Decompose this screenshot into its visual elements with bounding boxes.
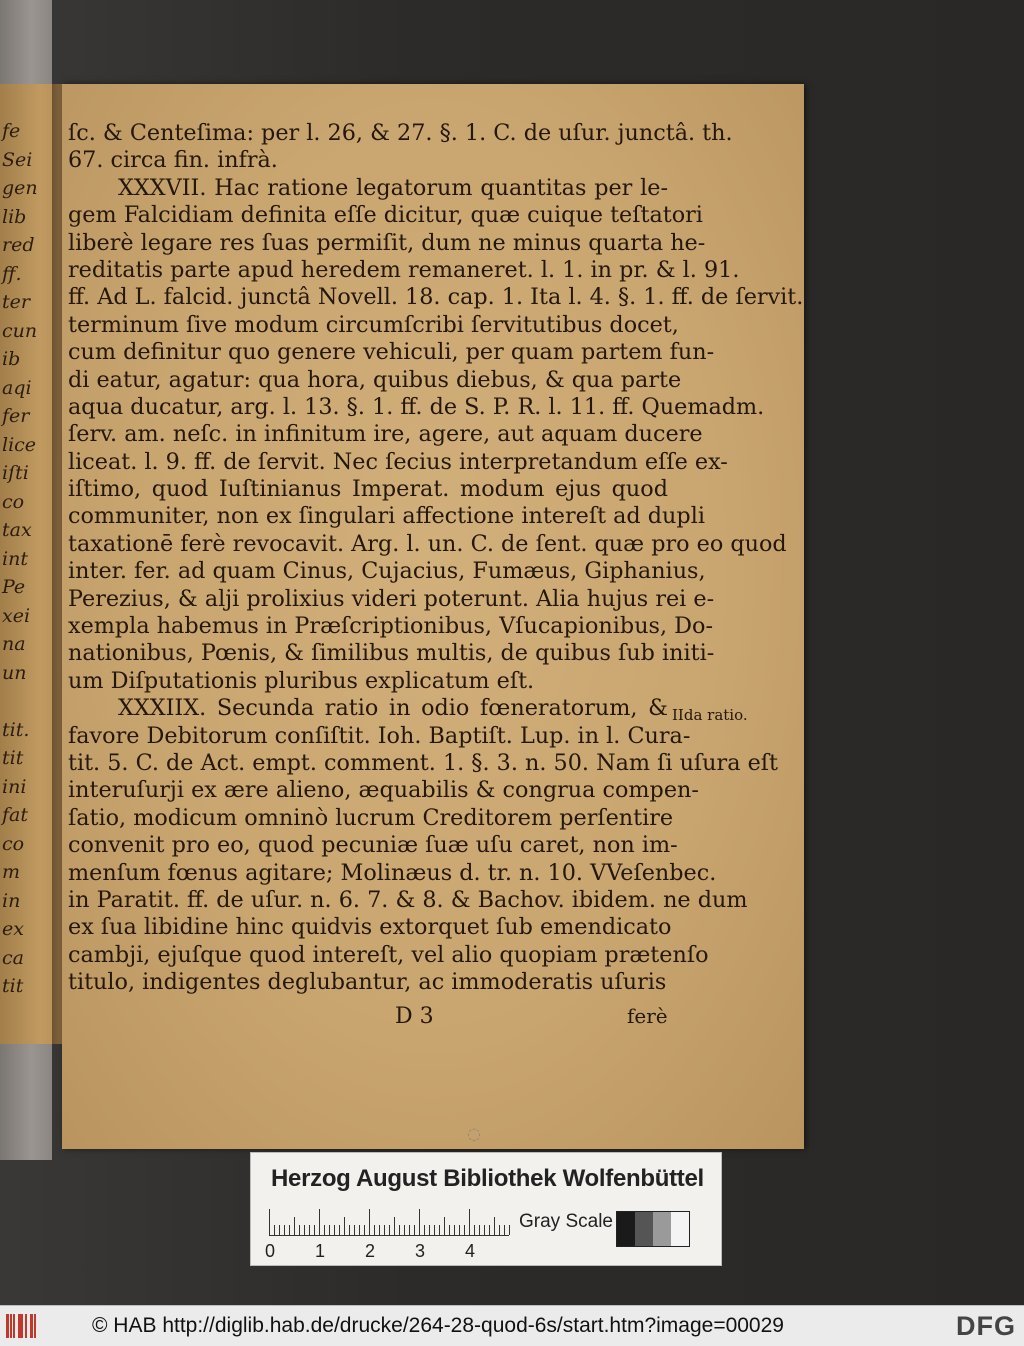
ruler-tick [339,1225,340,1235]
previous-page-fragment: tit. [2,718,30,741]
ruler-tick [274,1225,275,1235]
text-line: ſerv. am. neſc. in infinitum ire, agere, aut aquam ducere [68,421,703,448]
text-line: ex ſua libidine hinc quidvis extorquet ſub emendicato [68,914,672,941]
text-line: taxationē ferè revocavit. Arg. l. un. C. de ſent. quæ pro eo quod [68,530,787,557]
previous-page-fragment: tit [2,747,24,769]
barcode-stripe [25,1314,27,1338]
barcode-stripe [13,1314,15,1338]
previous-page-fragment: gen [2,177,38,199]
ruler-tick [324,1225,325,1235]
text-line: menſum fœnus agitare; Molinæus d. tr. n. 10. VVeſenbec. [68,859,717,886]
text-line: communiter, non ex ſingulari affectione intereſt ad dupli [68,503,705,530]
ruler-tick [404,1225,405,1235]
gray-scale-label: Gray Scale [519,1211,613,1232]
text-line: inter. fer. ad quam Cinus, Cujacius, Fumæus, Giphanius, [68,558,706,585]
previous-page-fragment: un [2,661,27,684]
ruler-tick [439,1225,440,1235]
ruler-tick [499,1225,500,1235]
ruler-number: 1 [315,1241,326,1261]
barcode-stripe [6,1314,9,1338]
gray-swatch [671,1212,689,1246]
ruler-tick [279,1225,280,1235]
previous-page-fragment: ff. [2,262,22,285]
ruler-tick [294,1217,295,1235]
ruler-tick [309,1225,310,1235]
gray-swatch [653,1212,671,1246]
previous-page-fragment: ter [2,291,30,313]
ruler-tick [454,1225,455,1235]
text-line: terminum ſive modum circumſcribi ſervitutibus docet, [68,311,679,338]
ruler-tick [374,1225,375,1235]
ruler-tick [394,1217,395,1235]
text-line: cambji, ejuſque quod intereſt, vel alio quopiam prætenſo [68,941,709,968]
gray-scale-swatches [616,1211,690,1247]
book-page [62,84,804,1149]
color-calibration-card [250,1152,722,1266]
previous-page-fragment: lice [2,433,37,456]
footer-bar [0,1305,1024,1346]
previous-page-fragment: red [2,234,35,256]
ruler-number: 0 [265,1241,276,1261]
cm-ruler [269,1209,509,1236]
previous-page-fragment: ib [2,348,21,370]
text-line: Perezius, & alji prolixius videri poterunt. Alia hujus rei e- [68,585,715,612]
ruler-tick [354,1225,355,1235]
ruler-tick [369,1209,370,1235]
ruler-tick [269,1209,270,1235]
ruler-tick [484,1225,485,1235]
text-line: XXXVII. Hac ratione legatorum quantitas per le- [118,174,668,201]
ruler-tick [459,1225,460,1235]
previous-page-fragment: Sei [2,148,33,171]
text-line: liberè legare res ſuas permiſit, dum ne minus quarta he- [68,229,706,256]
previous-page-fragment: lib [2,205,27,228]
ruler-tick [424,1225,425,1235]
previous-page-fragment: int [2,547,28,570]
previous-page-fragment: na [2,633,26,655]
ruler-tick [284,1225,285,1235]
ruler-tick [289,1225,290,1235]
text-line: ſatio, modicum omninò lucrum Creditorem perſentire [68,804,674,831]
previous-page-fragment: fat [2,804,28,826]
copyright-url[interactable]: © HAB http://diglib.hab.de/drucke/264-28-quod-6s/start.htm?image=00029 [92,1314,784,1337]
barcode-stripe [34,1314,36,1338]
text-line: aqua ducatur, arg. l. 13. §. 1. ff. de S. P. R. l. 11. ff. Quemadm. [68,393,765,420]
barcode-stripe [21,1314,23,1338]
ruler-tick [414,1225,415,1235]
ruler-tick [389,1225,390,1235]
ruler-number: 3 [415,1241,426,1261]
ruler-number: 4 [465,1241,476,1261]
ruler-tick [364,1225,365,1235]
text-line: liceat. l. 9. ff. de ſervit. Nec ſecius interpretandum eſſe ex- [68,448,728,475]
previous-page-fragment: co [2,832,25,855]
ruler-tick [449,1225,450,1235]
text-line: tit. 5. C. de Act. empt. comment. 1. §. 3. n. 50. Nam ſi uſura eſt [68,749,778,776]
text-line: di eatur, agatur: qua hora, quibus diebus, & qua parte [68,366,682,393]
previous-page-fragment: co [2,490,25,513]
previous-page-fragment: in [2,889,21,912]
previous-page-fragment: aqi [2,376,32,399]
ruler-tick [469,1209,470,1235]
ruler-tick [479,1225,480,1235]
ruler-tick [474,1225,475,1235]
previous-page-fragment: ca [2,946,24,969]
ruler-tick [504,1225,505,1235]
previous-page-fragment: ini [2,775,27,798]
previous-page-fragment: Pe [2,576,26,598]
gray-swatch [617,1212,635,1246]
ruler-tick [379,1225,380,1235]
text-line: gem Falcidiam definita eſſe dicitur, quæ cuique teſtatori [68,202,703,229]
barcode-stripe [10,1314,12,1338]
previous-page-fragment: tax [2,519,32,541]
signature-mark: D 3 [395,1004,434,1029]
text-line: interuſurji ex ære alieno, æquabilis & congrua compen- [68,777,699,804]
previous-page-fragment: fe [2,120,21,142]
ruler-tick [349,1225,350,1235]
previous-page-fragment: xei [2,604,31,627]
hab-barcode-icon [6,1314,38,1338]
text-line: ſc. & Centeſima: per l. 26, & 27. §. 1. C. de uſur. junctâ. th. [68,120,733,146]
text-line: xempla habemus in Præſcriptionibus, Vſucapionibus, Do- [68,613,714,640]
paper-hole-mark: ◌ [467,1124,481,1143]
ruler-tick [509,1225,510,1235]
text-line: favore Debitorum conſiſtit. Ioh. Baptiſt. Lup. in l. Cura- [68,722,691,749]
ruler-tick [329,1225,330,1235]
text-line: nationibus, Pœnis, & ſimilibus multis, de quibus ſub initi- [68,640,715,667]
previous-page-fragment: tit [2,975,24,997]
ruler-number: 2 [365,1241,376,1261]
text-line: titulo, indigentes deglubantur, ac immoderatis uſuris [68,969,667,996]
ruler-tick [494,1217,495,1235]
ruler-tick [299,1225,300,1235]
ruler-tick [384,1225,385,1235]
ruler-tick [444,1217,445,1235]
text-line: XXXIIX. Secunda ratio in odio fœneratorum, & [118,695,668,722]
margin-note: IIda ratio. [672,706,748,724]
text-line: cum definitur quo genere vehiculi, per quam partem fun- [68,339,715,366]
ruler-tick [319,1209,320,1235]
gray-swatch [635,1212,653,1246]
text-line: ff. Ad L. falcid. junctâ Novell. 18. cap. 1. Ita l. 4. §. 1. ff. de ſervit. [68,284,804,311]
ruler-numbers [265,1241,525,1261]
ruler-tick [314,1225,315,1235]
text-line: um Diſputationis pluribus explicatum eſt. [68,667,535,694]
ruler-tick [344,1217,345,1235]
previous-page-fragment: fer [2,405,30,427]
ruler-tick [399,1225,400,1235]
previous-page-fragment: ex [2,918,24,940]
previous-page-fragment: iſti [2,462,29,484]
ruler-tick [489,1225,490,1235]
text-line: in Paratit. ff. de uſur. n. 6. 7. & 8. & Bachov. ibidem. ne dum [68,886,748,913]
ruler-tick [429,1225,430,1235]
previous-page-fragment: m [2,861,21,883]
text-line: iſtimo, quod Iuſtinianus Imperat. modum ejus quod [68,476,668,503]
catchword: ferè [627,1004,668,1028]
ruler-tick [464,1225,465,1235]
text-line: reditatis parte apud heredem remaneret. l. 1. in pr. & l. 91. [68,256,740,283]
dfg-logo: DFG [956,1311,1016,1341]
ruler-tick [434,1225,435,1235]
ruler-tick [334,1225,335,1235]
barcode-stripe [30,1314,33,1338]
ruler-tick [304,1225,305,1235]
ruler-tick [419,1209,420,1235]
text-line: 67. circa fin. infrà. [68,147,278,174]
library-name: Herzog August Bibliothek Wolfenbüttel [271,1165,704,1192]
ruler-tick [359,1225,360,1235]
text-line: convenit pro eo, quod pecuniæ ſuæ uſu caret, non im- [68,832,678,859]
previous-page-fragment: cun [2,319,38,342]
ruler-tick [409,1225,410,1235]
